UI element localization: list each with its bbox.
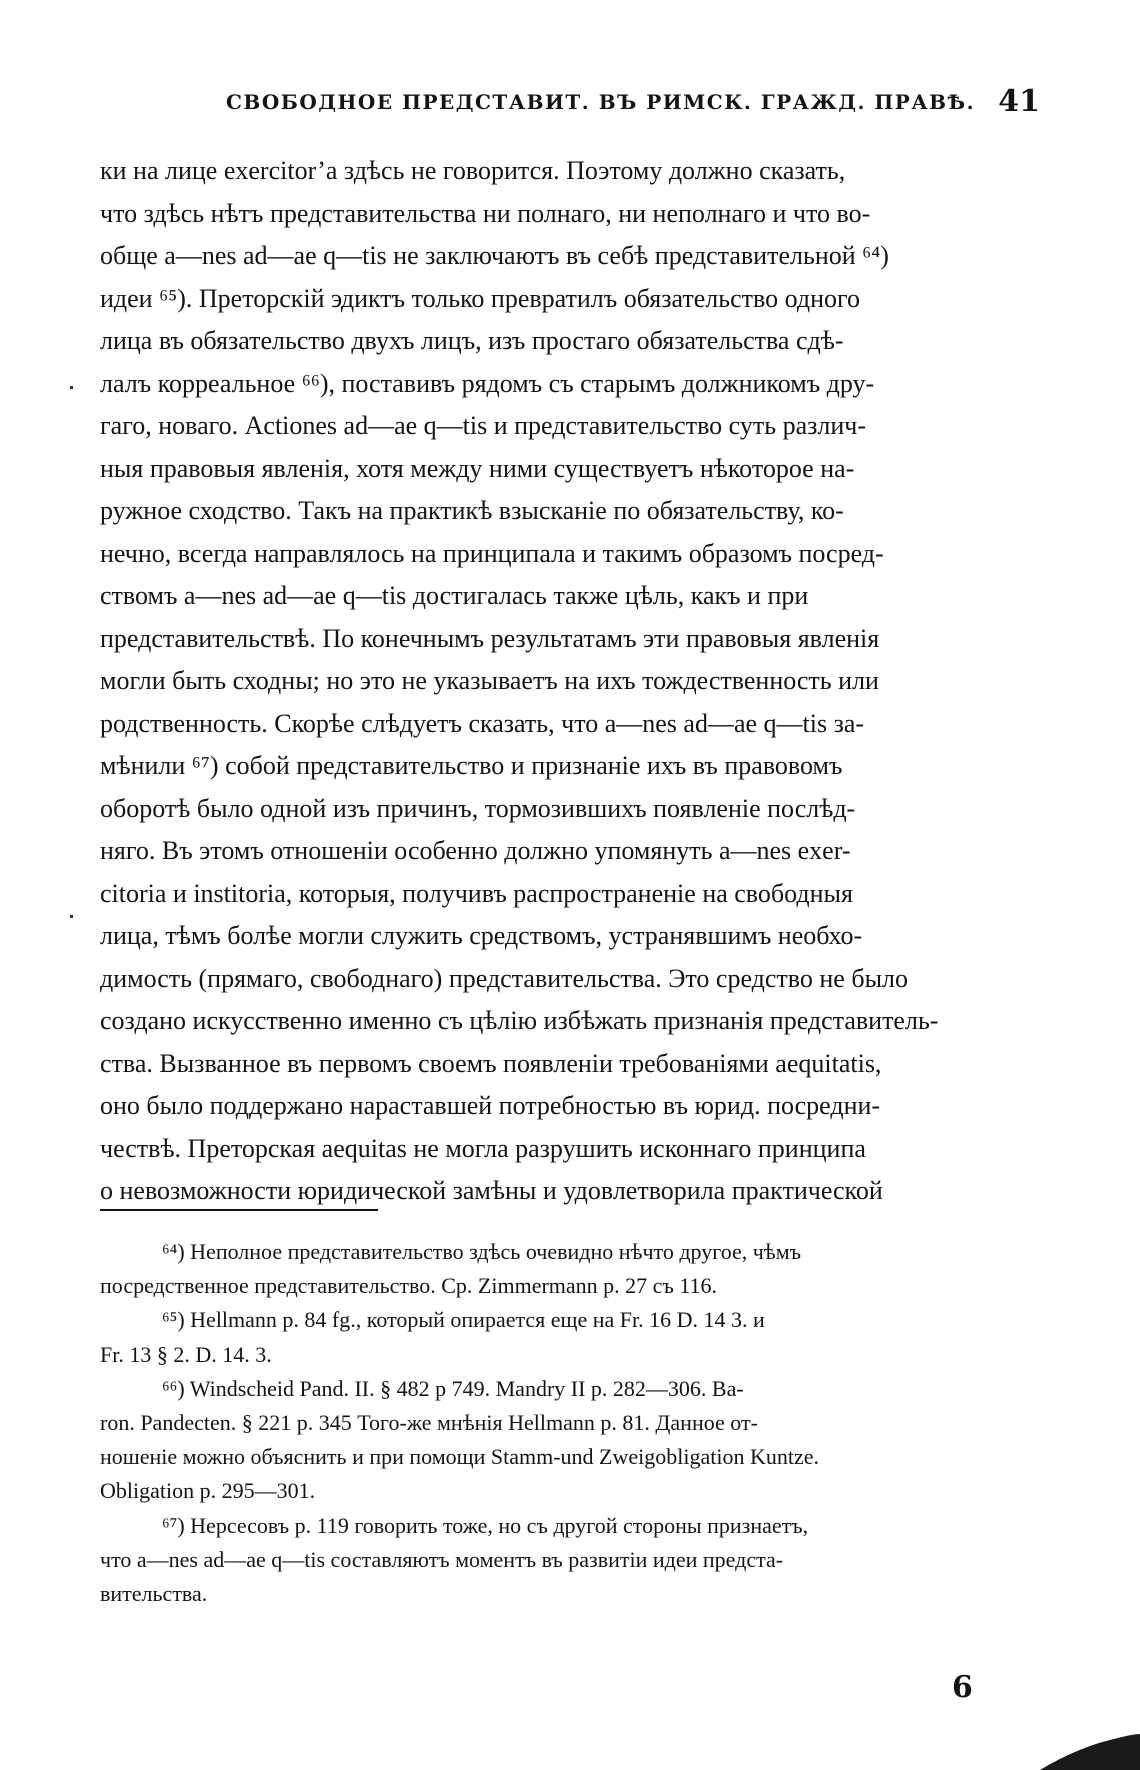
footnote-66-line: Obligation p. 295—301. xyxy=(100,1478,316,1504)
margin-speck xyxy=(70,386,73,389)
signature-mark: 6 xyxy=(952,1670,973,1705)
text-line: чествѣ. Преторская aequitas не могла разрушить исконнаго принципа xyxy=(100,1133,866,1163)
text-line: ки на лице exercitor’а здѣсь не говорится. Поэтому должно сказать, xyxy=(100,156,846,185)
running-header xyxy=(100,84,1040,124)
footnote-66-line: ношеніе можно объяснить и при помощи Stamm-und Zweigobligation Kuntze. xyxy=(100,1444,819,1470)
text-line: родственность. Скорѣе слѣдуетъ сказать, что a—nes ad—ae q—tis за- xyxy=(100,708,865,738)
text-line: могли быть сходны; но это не указываетъ на ихъ тождественность или xyxy=(100,666,879,695)
footnote-66-line: ron. Pandecten. § 221 p. 345 Того-же мнѣнія Hellmann p. 81. Данное от- xyxy=(100,1409,758,1435)
text-line: идеи ⁶⁵). Преторскій эдиктъ только превратилъ обязательство одного xyxy=(100,283,861,313)
footnote-67-line: ⁶⁷) Нерсесовъ p. 119 говорить тоже, но съ другой стороны признаетъ, xyxy=(162,1512,809,1538)
text-line: ружное сходство. Такъ на практикѣ взысканіе по обязательству, ко- xyxy=(100,496,844,525)
text-line: нечно, всегда направлялось на принципала и такимъ образомъ посред- xyxy=(100,538,884,568)
footnote-65-line: ⁶⁵) Hellmann p. 84 fg., который опирается еще на Fr. 16 D. 14 3. и xyxy=(162,1307,765,1333)
text-line: что здѣсь нѣтъ представительства ни полнаго, ни неполнаго и что во- xyxy=(100,198,871,228)
text-line: citoria и institoria, которыя, получивъ распространеніе на свободныя xyxy=(100,878,853,908)
corner-ink-blot xyxy=(1040,1728,1140,1770)
text-line: мѣнили ⁶⁷) собой представительство и признаніе ихъ въ правовомъ xyxy=(100,751,843,780)
footnote-67-line: что a—nes ad—ae q—tis составляютъ моментъ въ развитіи идеи предста- xyxy=(100,1546,784,1572)
text-line: лица, тѣмъ болѣе могли служить средствомъ, устранявшимъ необхо- xyxy=(100,921,863,950)
page-number: 41 xyxy=(998,84,1040,119)
text-line: обще a—nes ad—ae q—tis не заключаютъ въ себѣ представительной ⁶⁴) xyxy=(100,241,889,270)
text-line: ныя правовыя явленія, хотя между ними существуетъ нѣкоторое на- xyxy=(100,453,855,483)
text-line: представительствѣ. По конечнымъ результатамъ эти правовыя явленія xyxy=(100,623,880,653)
text-line: няго. Въ этомъ отношеніи особенно должно упомянуть a—nes exer- xyxy=(100,836,851,865)
text-line: гаго, новаго. Actiones ad—ae q—tis и представительство суть различ- xyxy=(100,411,867,440)
footnote-65-line: Fr. 13 § 2. D. 14. 3. xyxy=(100,1341,272,1367)
text-line: оно было поддержано нараставшей потребностью въ юрид. посредни- xyxy=(100,1091,881,1120)
text-line: димость (прямаго, свободнаго) представительства. Это средство не было xyxy=(100,963,909,993)
footnote-67-line: вительства. xyxy=(100,1580,208,1606)
footnote-64-line: посредственное представительство. Ср. Zimmermann p. 27 съ 116. xyxy=(100,1273,717,1299)
footnote-64-line: ⁶⁴) Неполное представительство здѣсь очевидно нѣчто другое, чѣмъ xyxy=(162,1239,802,1264)
footnotes xyxy=(100,1235,1040,1611)
text-line: создано искусственно именно съ цѣлію избѣжать признанія представитель- xyxy=(100,1006,939,1035)
margin-speck xyxy=(70,915,73,918)
footnote-separator xyxy=(100,1209,378,1211)
text-line: ства. Вызванное въ первомъ своемъ появленіи требованіями aequitatis, xyxy=(100,1048,882,1078)
text-line: о невозможности юридической замѣны и удовлетворила практической xyxy=(100,1176,883,1205)
text-line: лица въ обязательство двухъ лицъ, изъ простаго обязательства сдѣ- xyxy=(100,326,844,355)
text-line: лалъ корреальное ⁶⁶), поставивъ рядомъ съ старымъ должникомъ дру- xyxy=(100,368,875,398)
main-text xyxy=(100,150,1040,1213)
footnote-66-line: ⁶⁶) Windscheid Pand. II. § 482 p 749. Mandry II p. 282—306. Ba- xyxy=(162,1375,744,1401)
text-line: ствомъ a—nes ad—ae q—tis достигалась также цѣль, какъ и при xyxy=(100,581,809,610)
running-title: СВОБОДНОЕ ПРЕДСТАВИТ. ВЪ РИМСК. ГРАЖД. ПРАВѢ. xyxy=(226,90,976,114)
text-line: оборотѣ было одной изъ причинъ, тормозившихъ появленіе послѣд- xyxy=(100,793,856,823)
